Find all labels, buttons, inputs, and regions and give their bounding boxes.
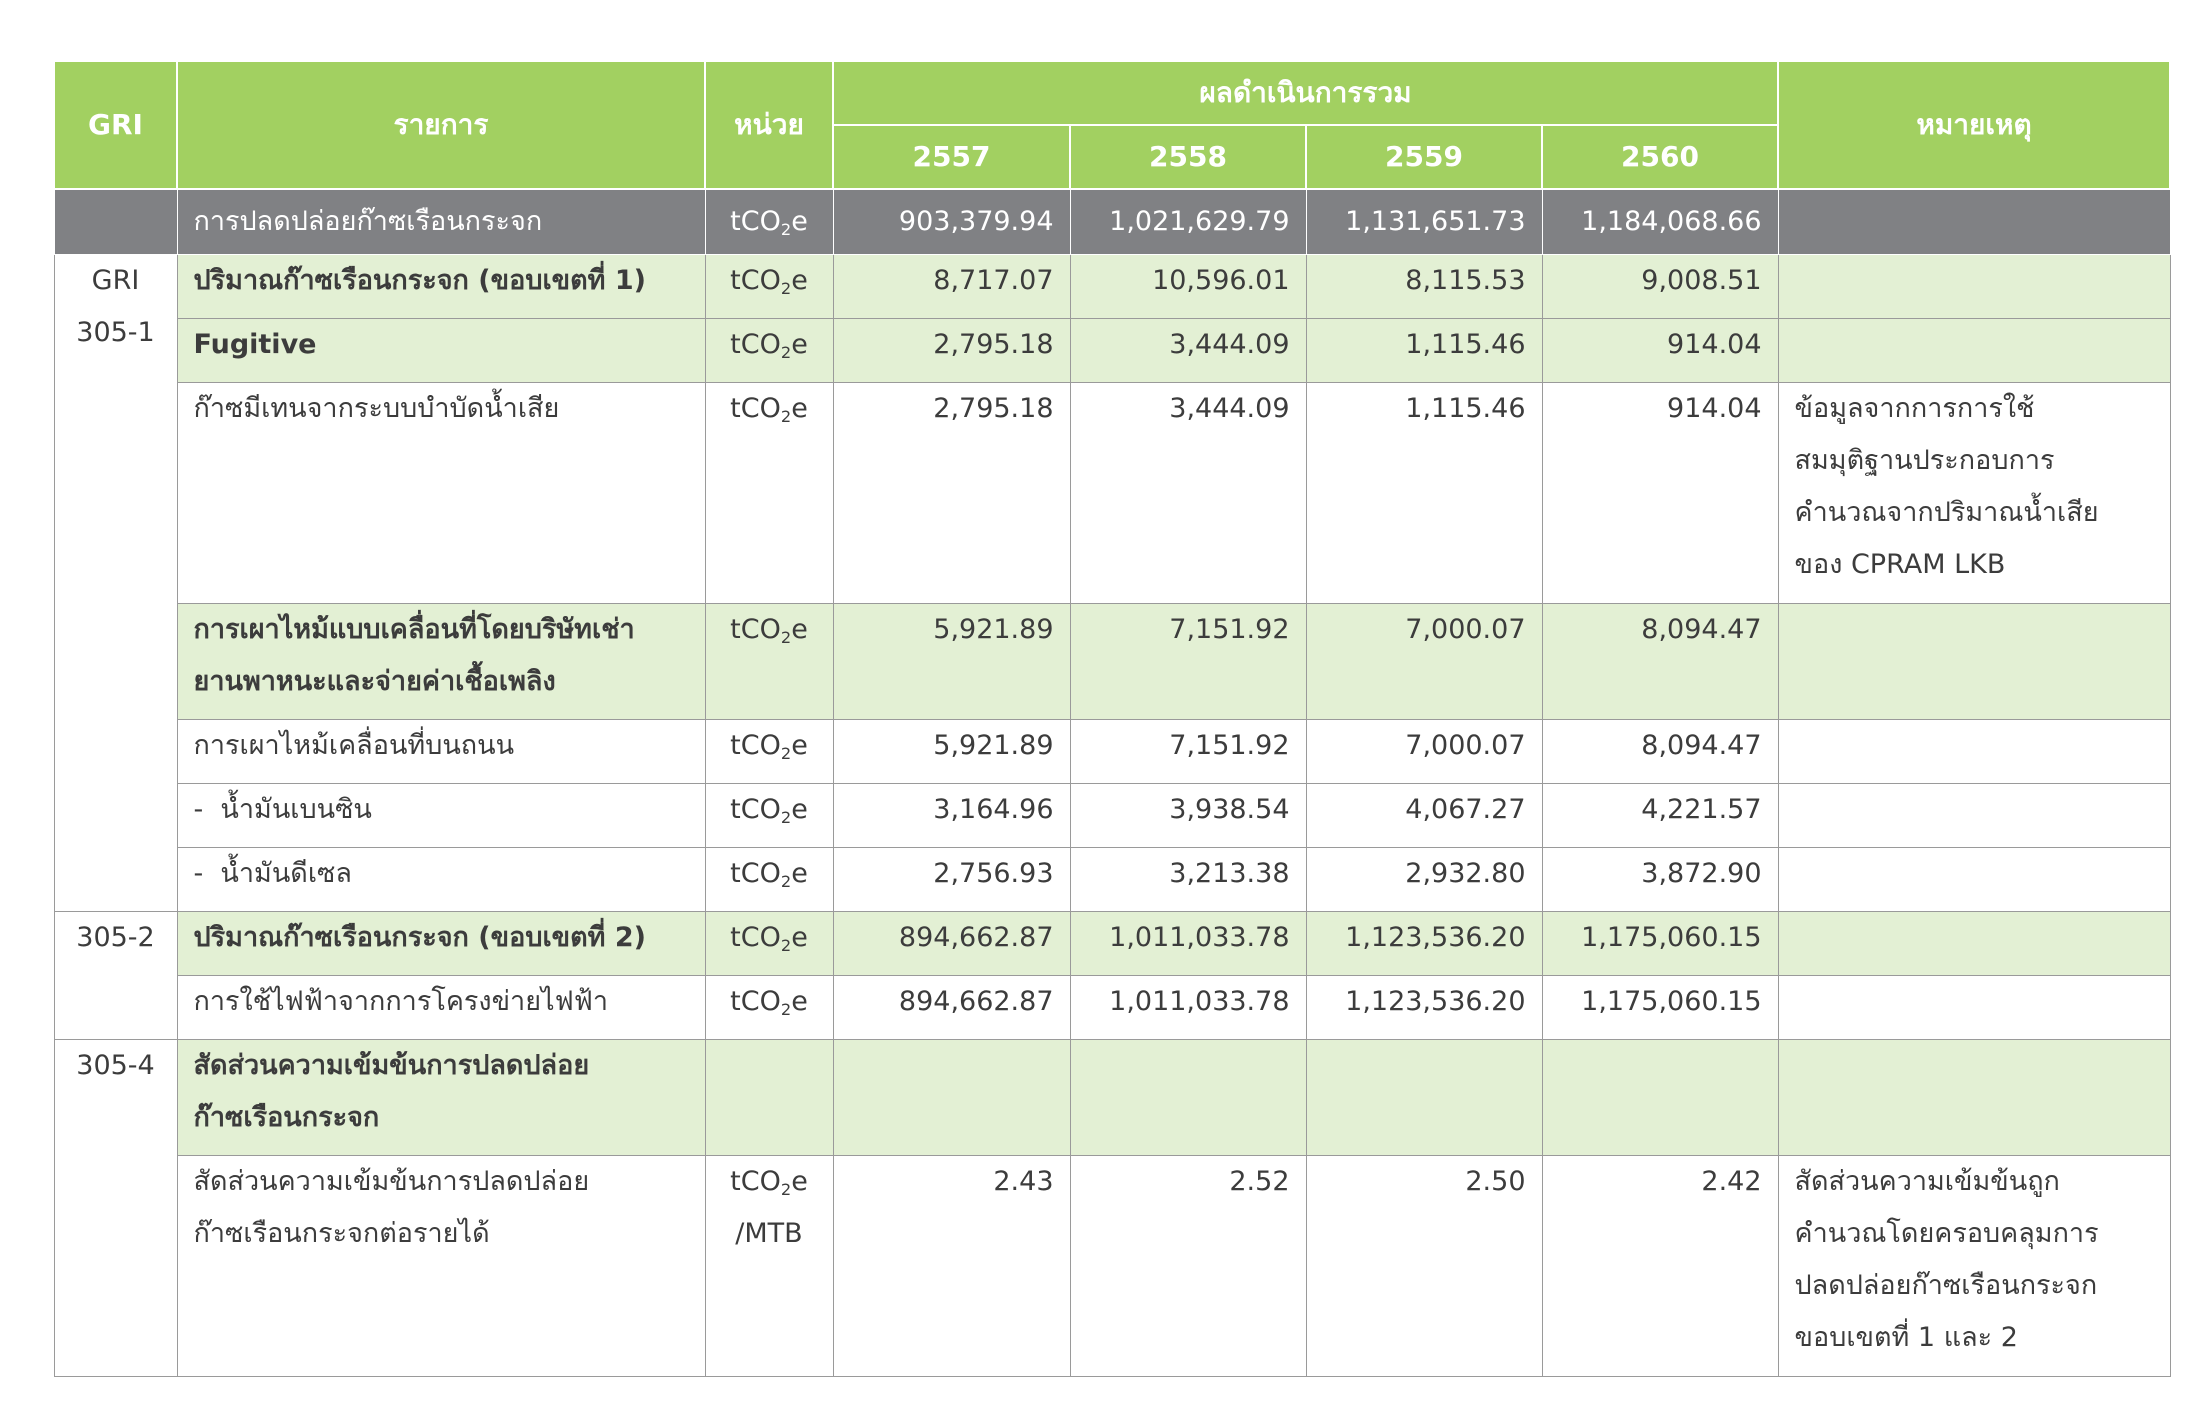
value-cell: 1,123,536.20 (1306, 976, 1542, 1040)
table-row (54, 255, 2170, 319)
value-cell (833, 1040, 1070, 1156)
value-cell: 2,932.80 (1306, 848, 1542, 912)
value-cell: 8,094.47 (1542, 604, 1778, 720)
header-row (54, 61, 2170, 125)
note-cell (1778, 976, 2170, 1040)
header-item: รายการ (177, 61, 705, 189)
gri-code-305-1: GRI 305-1 (54, 255, 177, 912)
value-cell: 3,938.54 (1070, 784, 1306, 848)
note-cell (1778, 189, 2170, 255)
note-cell (1778, 720, 2170, 784)
table-row (54, 604, 2170, 720)
value-cell: 3,872.90 (1542, 848, 1778, 912)
unit-cell: tCO$_2$e /MTB (705, 1156, 833, 1377)
value-cell: 903,379.94 (833, 189, 1070, 255)
unit-cell: tCO$_2$e (705, 255, 833, 319)
note-cell (1778, 1040, 2170, 1156)
header-performance: ผลดำเนินการรวม (833, 61, 1778, 125)
value-cell: 2,795.18 (833, 383, 1070, 604)
unit-cell: tCO$_2$e (705, 848, 833, 912)
value-cell: 8,115.53 (1306, 255, 1542, 319)
value-cell: 1,175,060.15 (1542, 912, 1778, 976)
value-cell: 10,596.01 (1070, 255, 1306, 319)
value-cell: 8,094.47 (1542, 720, 1778, 784)
note-cell (1778, 255, 2170, 319)
value-cell (1542, 1040, 1778, 1156)
note-cell (1778, 848, 2170, 912)
unit-cell: tCO$_2$e (705, 383, 833, 604)
row-item: การเผาไหม้เคลื่อนที่บนถนน (177, 720, 705, 784)
value-cell (1070, 1040, 1306, 1156)
value-cell (1306, 1040, 1542, 1156)
unit-cell: tCO$_2$e (705, 784, 833, 848)
row-item: - น้ำมันเบนซิน (177, 784, 705, 848)
value-cell: 7,000.07 (1306, 604, 1542, 720)
value-cell: 1,011,033.78 (1070, 976, 1306, 1040)
total-gri-cell (54, 189, 177, 255)
unit-cell: tCO$_2$e (705, 912, 833, 976)
value-cell: 7,000.07 (1306, 720, 1542, 784)
value-cell: 3,164.96 (833, 784, 1070, 848)
row-item: - น้ำมันดีเซล (177, 848, 705, 912)
value-cell: 914.04 (1542, 319, 1778, 383)
unit-cell: tCO$_2$e (705, 976, 833, 1040)
header-year-2557: 2557 (833, 125, 1070, 189)
table-row (54, 848, 2170, 912)
gri-code-305-2: 305-2 (54, 912, 177, 1040)
header-note: หมายเหตุ (1778, 61, 2170, 189)
value-cell: 1,021,629.79 (1070, 189, 1306, 255)
note-cell (1778, 784, 2170, 848)
header-gri: GRI (54, 61, 177, 189)
row-item: การใช้ไฟฟ้าจากการโครงข่ายไฟฟ้า (177, 976, 705, 1040)
value-cell: 7,151.92 (1070, 604, 1306, 720)
note-cell (1778, 319, 2170, 383)
value-cell: 8,717.07 (833, 255, 1070, 319)
unit-cell: tCO$_2$e (705, 604, 833, 720)
value-cell: 2,756.93 (833, 848, 1070, 912)
table-row (54, 1040, 2170, 1156)
value-cell: 4,067.27 (1306, 784, 1542, 848)
value-cell: 894,662.87 (833, 912, 1070, 976)
table-row (54, 1156, 2170, 1377)
value-cell: 7,151.92 (1070, 720, 1306, 784)
value-cell: 3,213.38 (1070, 848, 1306, 912)
row-item: ปริมาณก๊าซเรือนกระจก (ขอบเขตที่ 2) (177, 912, 705, 976)
note-cell (1778, 912, 2170, 976)
value-cell: 5,921.89 (833, 604, 1070, 720)
value-cell: 2.42 (1542, 1156, 1778, 1377)
value-cell: 1,131,651.73 (1306, 189, 1542, 255)
value-cell: 3,444.09 (1070, 319, 1306, 383)
value-cell: 1,175,060.15 (1542, 976, 1778, 1040)
unit-cell: tCO$_2$e (705, 319, 833, 383)
table-row (54, 319, 2170, 383)
gri-code-305-4: 305-4 (54, 1040, 177, 1377)
value-cell: 2.52 (1070, 1156, 1306, 1377)
unit-cell: tCO$_2$e (705, 720, 833, 784)
value-cell: 894,662.87 (833, 976, 1070, 1040)
note-cell (1778, 604, 2170, 720)
value-cell: 2.43 (833, 1156, 1070, 1377)
table-row (54, 976, 2170, 1040)
value-cell: 1,115.46 (1306, 319, 1542, 383)
total-item: การปลดปล่อยก๊าซเรือนกระจก (177, 189, 705, 255)
value-cell: 2.50 (1306, 1156, 1542, 1377)
value-cell: 2,795.18 (833, 319, 1070, 383)
header-unit: หน่วย (705, 61, 833, 189)
header-year-2560: 2560 (1542, 125, 1778, 189)
note-cell: ข้อมูลจากการการใช้ สมมุติฐานประกอบการ คำนวณจากปริมาณน้ำเสีย ของ CPRAM LKB (1778, 383, 2170, 604)
row-item: ปริมาณก๊าซเรือนกระจก (ขอบเขตที่ 1) (177, 255, 705, 319)
header-year-2559: 2559 (1306, 125, 1542, 189)
table-row (54, 383, 2170, 604)
note-cell: สัดส่วนความเข้มข้นถูก คำนวณโดยครอบคลุมการ ปลดปล่อยก๊าซเรือนกระจก ขอบเขตที่ 1 และ 2 (1778, 1156, 2170, 1377)
table-row (54, 720, 2170, 784)
value-cell: 1,184,068.66 (1542, 189, 1778, 255)
row-item: Fugitive (177, 319, 705, 383)
total-row (54, 189, 2170, 255)
header-year-2558: 2558 (1070, 125, 1306, 189)
row-item: ก๊าซมีเทนจากระบบบำบัดน้ำเสีย (177, 383, 705, 604)
value-cell: 1,123,536.20 (1306, 912, 1542, 976)
unit-cell (705, 1040, 833, 1156)
value-cell: 914.04 (1542, 383, 1778, 604)
row-item: สัดส่วนความเข้มข้นการปลดปล่อย ก๊าซเรือนกระจก (177, 1040, 705, 1156)
value-cell: 1,115.46 (1306, 383, 1542, 604)
table-row (54, 912, 2170, 976)
value-cell: 9,008.51 (1542, 255, 1778, 319)
unit-cell: tCO$_2$e (705, 189, 833, 255)
table-row (54, 784, 2170, 848)
value-cell: 3,444.09 (1070, 383, 1306, 604)
value-cell: 1,011,033.78 (1070, 912, 1306, 976)
row-item: การเผาไหม้แบบเคลื่อนที่โดยบริษัทเช่า ยานพาหนะและจ่ายค่าเชื้อเพลิง (177, 604, 705, 720)
row-item: สัดส่วนความเข้มข้นการปลดปล่อย ก๊าซเรือนกระจกต่อรายได้ (177, 1156, 705, 1377)
value-cell: 4,221.57 (1542, 784, 1778, 848)
value-cell: 5,921.89 (833, 720, 1070, 784)
ghg-emissions-table (53, 60, 2171, 1377)
